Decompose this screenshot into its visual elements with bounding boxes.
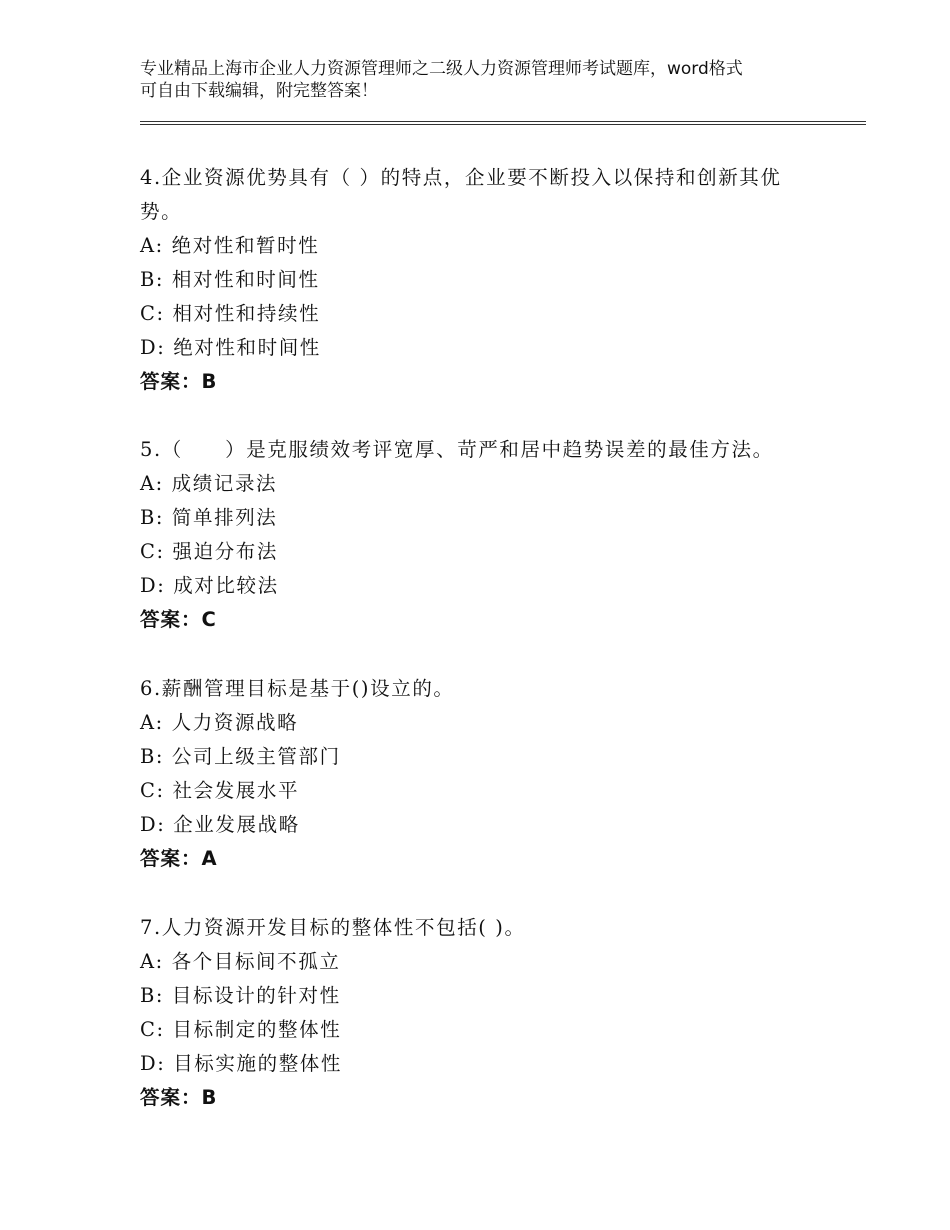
document-header	[140, 58, 820, 102]
option-a: A: 绝对性和暂时性	[140, 234, 320, 257]
question-stem: 5.（ ）是克服绩效考评宽厚、苛严和居中趋势误差的最佳方法。	[140, 438, 774, 461]
answer: 答案：B	[140, 370, 218, 393]
answer: 答案：A	[140, 847, 218, 870]
option-d: D: 绝对性和时间性	[140, 336, 321, 359]
option-d: D: 企业发展战略	[140, 813, 300, 836]
question-stem: 7.人力资源开发目标的整体性不包括( )。	[140, 916, 526, 939]
option-d: D: 目标实施的整体性	[140, 1052, 343, 1075]
option-d: D: 成对比较法	[140, 574, 279, 597]
option-c: C: 目标制定的整体性	[140, 1018, 342, 1041]
option-b: B: 公司上级主管部门	[140, 745, 341, 768]
header-divider-top	[140, 121, 866, 122]
header-line-2: 可自由下载编辑，附完整答案！	[140, 81, 378, 101]
option-b: B: 目标设计的针对性	[140, 984, 341, 1007]
question-7	[140, 911, 820, 1115]
header-line-1: 专业精品上海市企业人力资源管理师之二级人力资源管理师考试题库，word格式	[140, 59, 743, 79]
option-c: C: 强迫分布法	[140, 540, 278, 563]
option-a: A: 成绩记录法	[140, 472, 278, 495]
option-a: A: 各个目标间不孤立	[140, 950, 341, 973]
question-stem: 6.薪酬管理目标是基于()设立的。	[140, 677, 455, 700]
option-c: C: 相对性和持续性	[140, 302, 321, 325]
option-b: B: 相对性和时间性	[140, 268, 320, 291]
question-stem: 4.企业资源优势具有（ ）的特点，企业要不断投入以保持和创新其优势。	[140, 166, 782, 223]
answer: 答案：C	[140, 608, 217, 631]
option-c: C: 社会发展水平	[140, 779, 300, 802]
question-4	[140, 161, 820, 399]
question-5	[140, 433, 820, 637]
option-a: A: 人力资源战略	[140, 711, 299, 734]
question-6	[140, 672, 820, 876]
option-b: B: 简单排列法	[140, 506, 278, 529]
answer: 答案：B	[140, 1086, 218, 1109]
header-divider-bottom	[140, 124, 866, 125]
